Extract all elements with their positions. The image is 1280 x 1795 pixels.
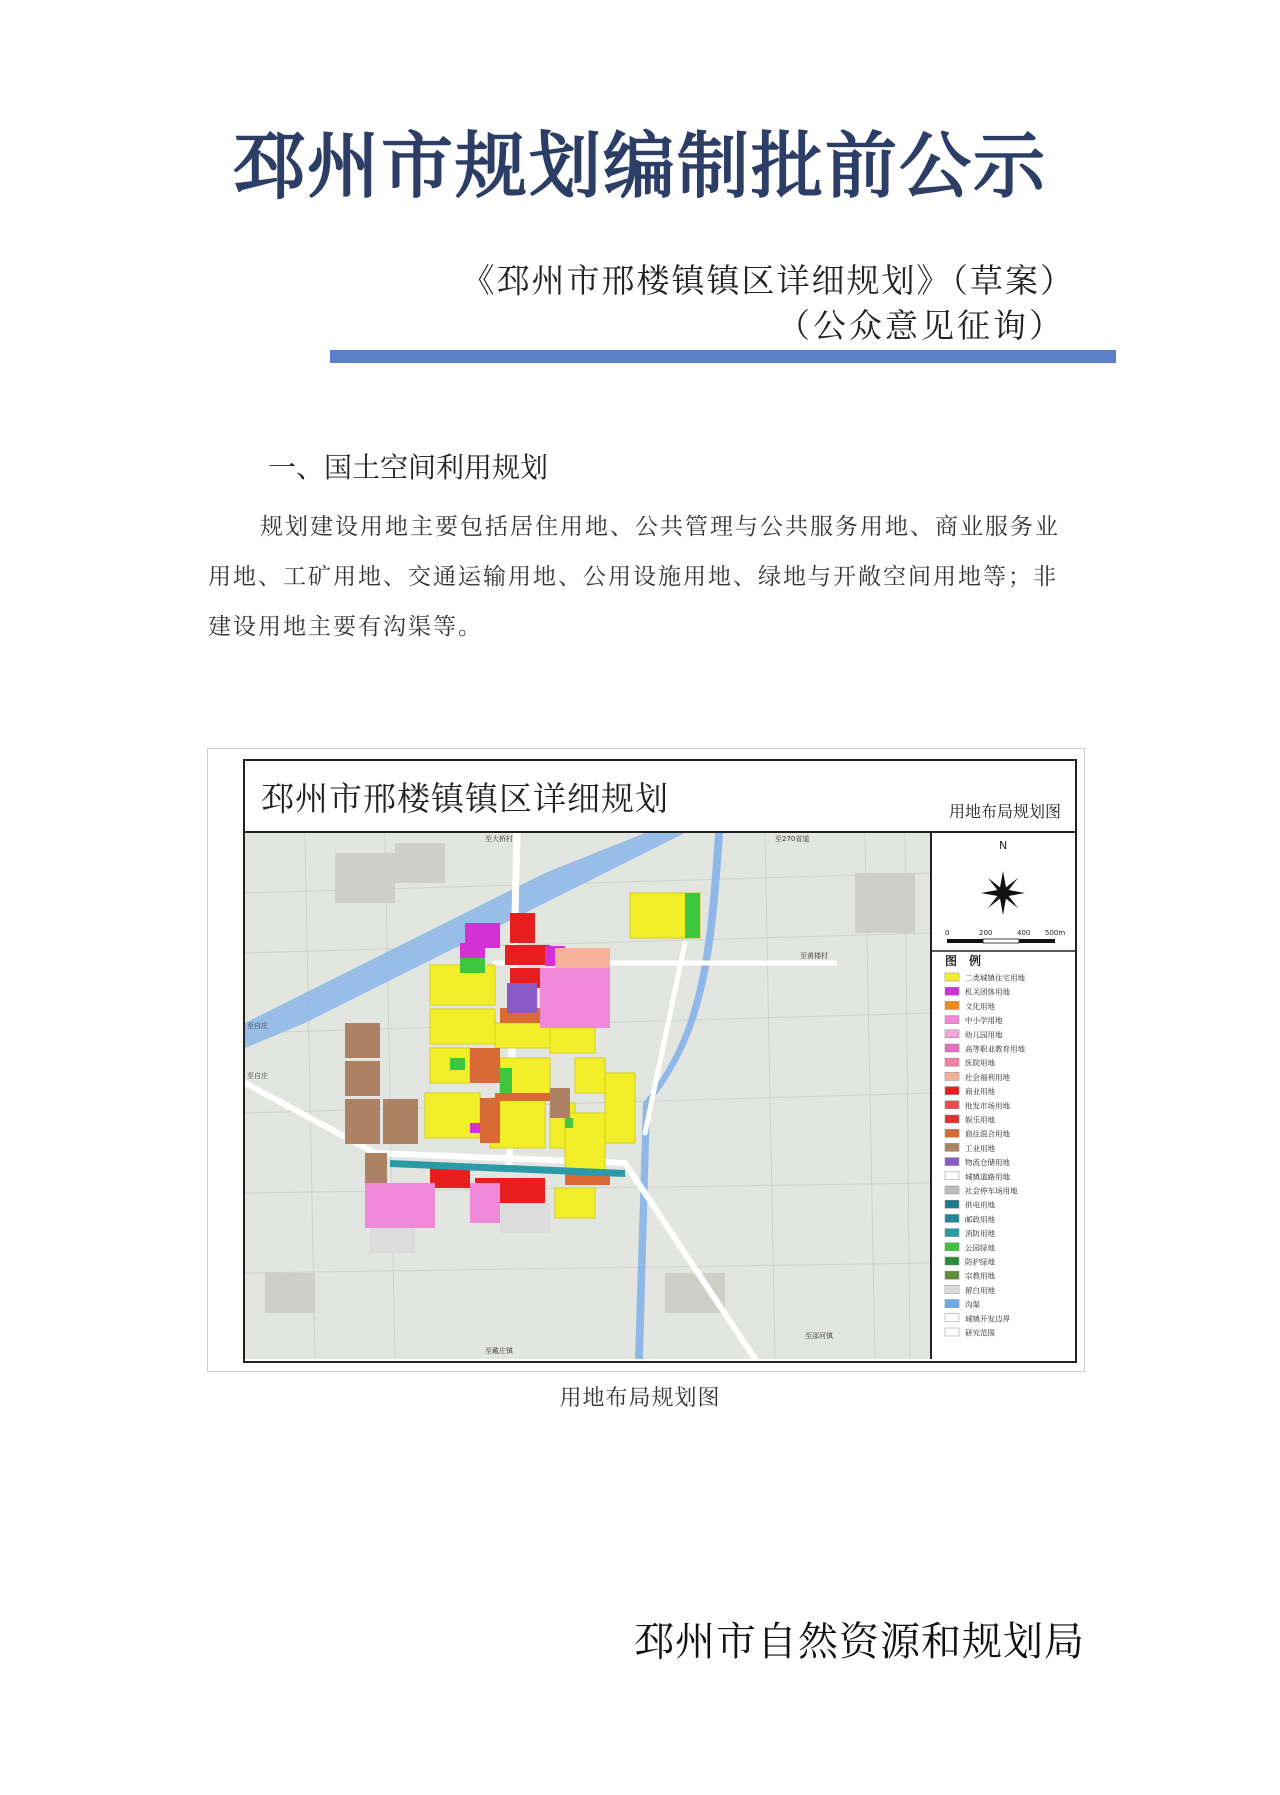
- legend-item: [945, 1015, 1003, 1025]
- legend-item: [945, 1044, 1025, 1054]
- legend-item: [945, 1200, 995, 1210]
- legend-label: 幼儿园用地: [965, 1030, 1003, 1040]
- legend-label: 防护绿地: [965, 1257, 995, 1267]
- welfare-parcels: [555, 948, 610, 968]
- road-label-right: 至黄楼村: [800, 952, 828, 960]
- land-use-map: [245, 833, 1075, 1359]
- legend-item: [945, 987, 1010, 997]
- legend-item: [945, 1313, 1010, 1323]
- legend-title: 图 例: [945, 954, 982, 968]
- legend-label: 城镇开发边界: [965, 1314, 1010, 1324]
- legend-item: [945, 1271, 995, 1281]
- section-heading: 一、国土空间利用规划: [268, 451, 549, 484]
- legend-label: 商住混合用地: [965, 1129, 1010, 1139]
- legend-item: [945, 1086, 995, 1096]
- compass-rose-icon: [981, 871, 1025, 915]
- legend-swatch: [945, 1087, 959, 1095]
- legend-label: 工业用地: [965, 1143, 995, 1153]
- legend-swatch: [945, 1257, 959, 1265]
- legend-label: 批发市场用地: [965, 1101, 1010, 1111]
- map-header: [245, 761, 1075, 833]
- legend-swatch: [945, 1300, 959, 1308]
- legend-item: [945, 1129, 1010, 1139]
- legend-item: [945, 973, 1025, 983]
- legend-item: [945, 1029, 1003, 1039]
- legend-label: 邮政用地: [965, 1214, 995, 1224]
- legend-swatch: [945, 1129, 959, 1137]
- scale-label-200: 200: [979, 929, 993, 937]
- legend-swatch: [945, 987, 959, 995]
- legend-swatch: [945, 1229, 959, 1237]
- legend-swatch: [945, 1001, 959, 1009]
- road-label-top-left: 至大桥村: [485, 835, 513, 843]
- legend-label: 社会停车场用地: [965, 1186, 1018, 1196]
- legend-swatch: [945, 1143, 959, 1151]
- legend-swatch: [945, 1186, 959, 1194]
- legend-item: [945, 1257, 995, 1267]
- legend-label: 医院用地: [965, 1058, 995, 1068]
- legend-label: 研究范围: [965, 1328, 995, 1338]
- road-label-left-lower: 至自庄: [247, 1072, 268, 1080]
- road-label-bottom: 至戴庄镇: [485, 1347, 513, 1355]
- legend-item: [945, 1242, 995, 1252]
- legend-swatch: [945, 1016, 959, 1024]
- legend-item: [945, 1214, 995, 1224]
- legend-item: [945, 1186, 1018, 1196]
- plan-name-subtitle: 《邳州市邢楼镇镇区详细规划》（草案）: [461, 261, 1075, 300]
- scale-bar: [947, 939, 1055, 943]
- legend-swatch: [945, 1058, 959, 1066]
- road-label-bottom-right: 至邵河镇: [805, 1332, 833, 1340]
- legend-item: [945, 1143, 995, 1153]
- legend-swatch: [945, 1214, 959, 1222]
- legend-label: 机关团体用地: [965, 987, 1010, 997]
- title-divider-bar: [330, 350, 1116, 363]
- legend-swatch: [945, 1243, 959, 1251]
- north-label: N: [999, 839, 1008, 852]
- scale-label-0: 0: [945, 929, 950, 937]
- legend-swatch: [945, 1172, 959, 1180]
- legend-item: [945, 1058, 995, 1068]
- legend-label: 中小学用地: [965, 1016, 1003, 1026]
- map-board: [243, 759, 1077, 1363]
- legend-swatch: [945, 1328, 959, 1336]
- legend-swatch: [945, 1072, 959, 1080]
- scale-label-500: 500m: [1045, 929, 1066, 937]
- legend-item: [945, 1328, 995, 1338]
- legend-label: 消防用地: [965, 1229, 995, 1239]
- page-title: 邳州市规划编制批前公示: [232, 123, 1047, 208]
- legend-label: 留白用地: [965, 1285, 995, 1295]
- road-label-top-right: 至270省道: [775, 835, 810, 843]
- scale-label-400: 400: [1017, 929, 1031, 937]
- legend-swatch: [945, 1030, 959, 1038]
- legend-label: 公园绿地: [965, 1243, 995, 1253]
- road-label-left-upper: 至自庄: [247, 1022, 268, 1030]
- legend-item: [945, 1299, 980, 1309]
- legend-item: [945, 1072, 1010, 1082]
- legend-label: 供电用地: [965, 1200, 995, 1210]
- issuing-authority: 邳州市自然资源和规划局: [634, 1619, 1085, 1665]
- body-paragraph: 规划建设用地主要包括居住用地、公共管理与公共服务用地、商业服务业用地、工矿用地、交通运输用地、公用设施用地、绿地与开敞空间用地等；非建设用地主要有沟渠等。: [208, 514, 1060, 640]
- legend-item: [945, 1171, 1010, 1181]
- map-subtitle: 用地布局规划图: [948, 802, 1061, 821]
- legend-item: [945, 1285, 995, 1295]
- legend-label: 娱乐用地: [965, 1115, 995, 1125]
- legend-swatch: [945, 1314, 959, 1322]
- legend-item: [945, 1115, 995, 1125]
- legend-label: 物流仓储用地: [965, 1158, 1010, 1168]
- legend-item: [945, 1157, 1010, 1167]
- legend-label: 二类城镇住宅用地: [965, 973, 1025, 983]
- legend-label: 沟渠: [965, 1300, 980, 1310]
- legend-swatch: [945, 1101, 959, 1109]
- legend-swatch: [945, 1158, 959, 1166]
- logistics-parcels: [507, 983, 537, 1013]
- legend-label: 高等职业教育用地: [965, 1044, 1025, 1054]
- legend-swatch: [945, 1115, 959, 1123]
- figure-caption: 用地布局规划图: [559, 1386, 721, 1411]
- map-legend: [945, 973, 1025, 1338]
- land-use-map-figure: [207, 748, 1085, 1372]
- legend-label: 商业用地: [965, 1087, 995, 1097]
- map-title: 邳州市邢楼镇镇区详细规划: [261, 779, 669, 818]
- legend-item: [945, 1001, 995, 1011]
- legend-label: 城镇道路用地: [965, 1172, 1010, 1182]
- legend-label: 文化用地: [965, 1001, 995, 1011]
- legend-item: [945, 1228, 995, 1238]
- legend-swatch: [945, 973, 959, 981]
- legend-label: 社会福利用地: [965, 1072, 1010, 1082]
- consultation-subtitle: （公众意见征询）: [777, 306, 1065, 345]
- legend-swatch: [945, 1285, 959, 1293]
- legend-item: [945, 1100, 1010, 1110]
- legend-swatch: [945, 1044, 959, 1052]
- legend-label: 宗教用地: [965, 1271, 995, 1281]
- legend-swatch: [945, 1271, 959, 1279]
- legend-swatch: [945, 1200, 959, 1208]
